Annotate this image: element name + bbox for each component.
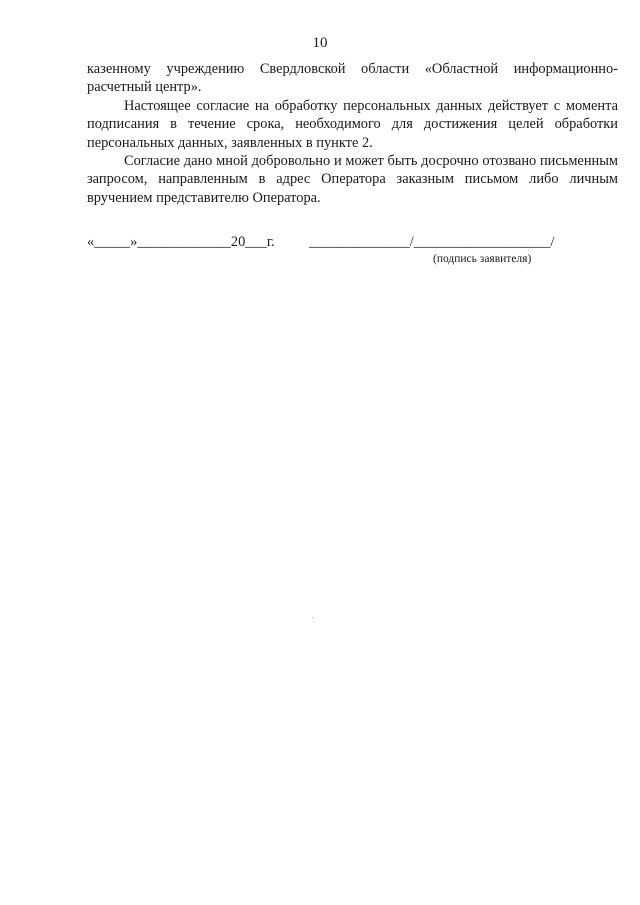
- signature-field: ______________/___________________/: [309, 234, 555, 250]
- paragraph-consent-duration: Настоящее согласие на обработку персональных данных действует с момента подписания в течение срока, необходимого для достижения целей обработки персональных данных, заявленных в пункте 2.: [87, 97, 618, 151]
- paragraph-continuation: казенному учреждению Свердловской области «Областной информационно-расчетный центр».: [87, 61, 618, 96]
- signature-row: [87, 233, 618, 253]
- signature-caption: (подпись заявителя): [433, 253, 532, 265]
- body-text: [87, 60, 618, 207]
- scan-speck: [312, 617, 313, 618]
- date-field: «_____»_____________20___г.: [87, 234, 275, 250]
- page-number: 10: [312, 35, 328, 51]
- paragraph-consent-revocation: Согласие дано мной добровольно и может быть досрочно отозвано письменным запросом, направленным в адрес Оператора заказным письмом либо личным вручением представителю Оператора.: [87, 153, 618, 206]
